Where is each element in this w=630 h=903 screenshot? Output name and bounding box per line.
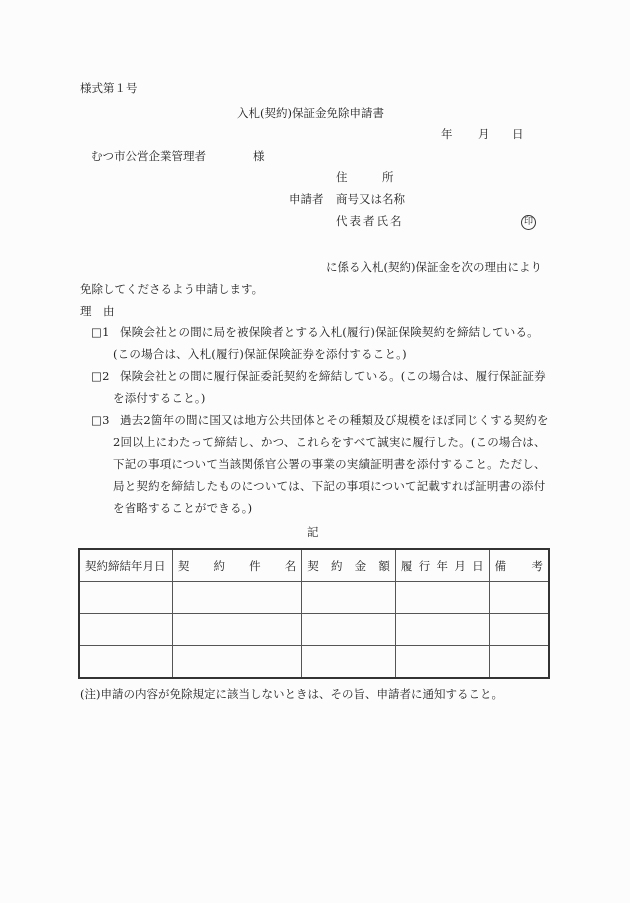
table-cell[interactable]	[302, 614, 396, 646]
document-title: 入札(契約)保証金免除申請書	[237, 106, 384, 120]
table-cell[interactable]	[79, 582, 172, 614]
reason-1-line-2: (この場合は、入札(履行)保証保険証券を添付すること。)	[113, 347, 407, 361]
reason-3-line-4: 局と契約を締結したものについては、下記の事項について記載すれば証明書の添付	[113, 479, 546, 493]
form-number: 様式第１号	[80, 81, 138, 95]
header-remarks	[489, 549, 549, 582]
records-table	[78, 548, 550, 679]
reason-1-line-1: 保険会社との間に局を被保険者とする入札(履行)保証保険契約を締結している。	[120, 325, 539, 339]
header-char: 件	[249, 558, 261, 573]
table-cell[interactable]	[489, 582, 549, 614]
footnote: (注)申請の内容が免除規定に該当しないときは、その旨、申請者に通知すること。	[80, 687, 503, 701]
table-row	[79, 646, 549, 679]
table-cell[interactable]	[395, 582, 489, 614]
header-char: 名	[284, 558, 297, 573]
table-cell[interactable]	[489, 646, 549, 679]
header-contract-name	[172, 549, 301, 582]
date-day-label: 日	[512, 127, 524, 141]
addressee-name: むつ市公営企業管理者	[91, 149, 206, 163]
header-char: 金	[354, 558, 367, 573]
reason-3-checkbox[interactable]: □3	[91, 413, 110, 427]
applicant-company-label: 商号又は名称	[336, 192, 405, 206]
header-char: 備	[494, 558, 507, 573]
header-char: 履	[400, 558, 413, 573]
addressee-honorific: 様	[253, 149, 265, 163]
record-heading: 記	[307, 525, 319, 539]
reason-2-checkbox[interactable]: □2	[91, 369, 110, 383]
reason-2-line-2: を添付すること。)	[113, 391, 206, 405]
header-contract-amount	[302, 549, 396, 582]
header-char: 額	[378, 558, 390, 573]
applicant-representative-label: 代表者氏名	[336, 214, 404, 228]
date-month-label: 月	[478, 127, 490, 141]
header-char: 契	[307, 558, 319, 573]
table-row	[79, 582, 549, 614]
table-cell[interactable]	[489, 614, 549, 646]
reason-3-line-5: を省略することができる。)	[113, 501, 253, 515]
intro-line-2: 免除してくださるよう申請します。	[80, 282, 264, 296]
table-cell[interactable]	[172, 582, 301, 614]
reason-2-line-1: 保険会社との間に履行保証委託契約を締結している。(この場合は、履行保証証券	[120, 369, 546, 383]
date-year-label: 年	[441, 127, 453, 141]
table-cell[interactable]	[302, 646, 396, 679]
table-cell[interactable]	[172, 614, 301, 646]
reason-1-checkbox[interactable]: □1	[91, 325, 110, 339]
header-char: 日	[472, 558, 484, 573]
header-contract-date-text: 契約締結年月日	[85, 558, 166, 573]
table-row	[79, 614, 549, 646]
header-char: 約	[330, 558, 343, 573]
seal-icon: 印	[521, 215, 536, 230]
table-cell[interactable]	[302, 582, 396, 614]
header-char: 考	[531, 558, 543, 573]
header-char: 月	[454, 558, 466, 573]
header-performance-date	[395, 549, 489, 582]
table-cell[interactable]	[395, 614, 489, 646]
table-cell[interactable]	[172, 646, 301, 679]
header-char: 行	[418, 558, 431, 573]
intro-line-1: に係る入札(契約)保証金を次の理由により	[326, 260, 542, 274]
reason-3-line-1: 過去2箇年の間に国又は地方公共団体とその種類及び規模をほぼ同じくする契約を	[120, 413, 549, 427]
reason-3-line-2: 2回以上にわたって締結し、かつ、これらをすべて誠実に履行した。(この場合は、	[113, 435, 546, 449]
reason-heading: 理 由	[80, 304, 115, 318]
table-header-row	[79, 549, 549, 582]
table-cell[interactable]	[79, 646, 172, 679]
applicant-address-label: 住 所	[336, 170, 394, 184]
header-char: 約	[213, 558, 225, 573]
header-char: 年	[436, 558, 449, 573]
table-cell[interactable]	[395, 646, 489, 679]
header-char: 契	[177, 558, 190, 573]
applicant-label: 申請者	[289, 192, 324, 206]
table-cell[interactable]	[79, 614, 172, 646]
reason-3-line-3: 下記の事項について当該関係官公署の事業の実績証明書を添付すること。ただし、	[113, 457, 546, 471]
header-contract-date	[79, 549, 172, 582]
